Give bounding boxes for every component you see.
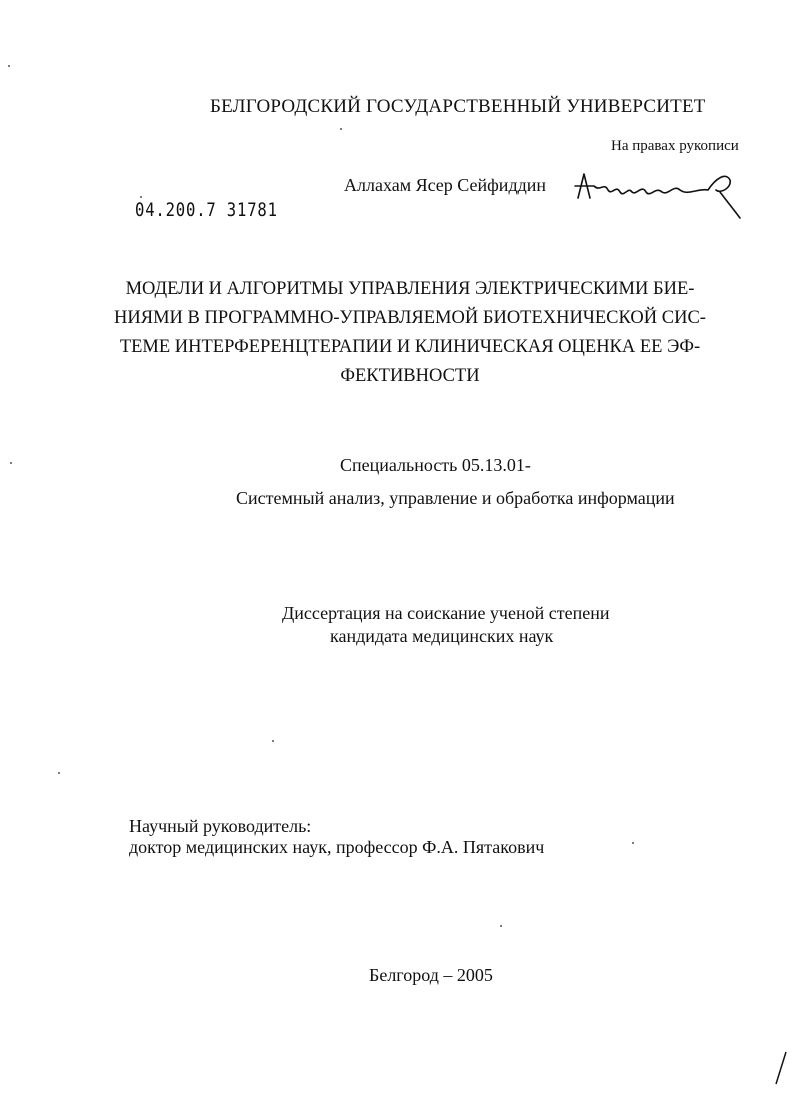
scan-speck	[272, 740, 274, 742]
title-line: НИЯМИ В ПРОГРАММНО-УПРАВЛЯЕМОЙ БИОТЕХНИЧЕСКОЙ СИС-	[114, 308, 706, 328]
scan-speck	[10, 462, 12, 464]
specialty-name: Системный анализ, управление и обработка информации	[236, 488, 675, 508]
university-name: БЕЛГОРОДСКИЙ ГОСУДАРСТВЕННЫЙ УНИВЕРСИТЕТ	[210, 96, 706, 117]
registration-number: 04.200.7 31781	[135, 199, 278, 221]
rights-note: На правах рукописи	[611, 138, 739, 154]
scan-speck	[632, 842, 634, 844]
scan-speck	[140, 196, 142, 198]
scan-speck	[58, 772, 60, 774]
scan-speck	[500, 925, 502, 927]
supervisor-name: доктор медицинских наук, профессор Ф.А. Пятакович	[129, 837, 545, 857]
title-line: ТЕМЕ ИНТЕРФЕРЕНЦТЕРАПИИ И КЛИНИЧЕСКАЯ ОЦЕНКА ЕЕ ЭФ-	[119, 337, 701, 357]
supervisor-label: Научный руководитель:	[129, 816, 312, 836]
specialty-code: Специальность 05.13.01-	[340, 455, 531, 475]
city-year: Белгород – 2005	[369, 965, 493, 985]
scan-speck	[340, 128, 342, 130]
title-line: МОДЕЛИ И АЛГОРИТМЫ УПРАВЛЕНИЯ ЭЛЕКТРИЧЕСКИМИ БИЕ-	[125, 279, 695, 299]
dissertation-title	[110, 275, 710, 391]
title-line: ФЕКТИВНОСТИ	[340, 366, 480, 386]
signature-icon	[570, 168, 745, 223]
degree-line-2: кандидата медицинских наук	[330, 626, 554, 646]
degree-line-1: Диссертация на соискание ученой степени	[282, 603, 610, 623]
scan-mark-icon	[770, 1050, 790, 1086]
scan-speck	[8, 65, 10, 67]
author-name: Аллахам Ясер Сейфиддин	[344, 175, 547, 195]
